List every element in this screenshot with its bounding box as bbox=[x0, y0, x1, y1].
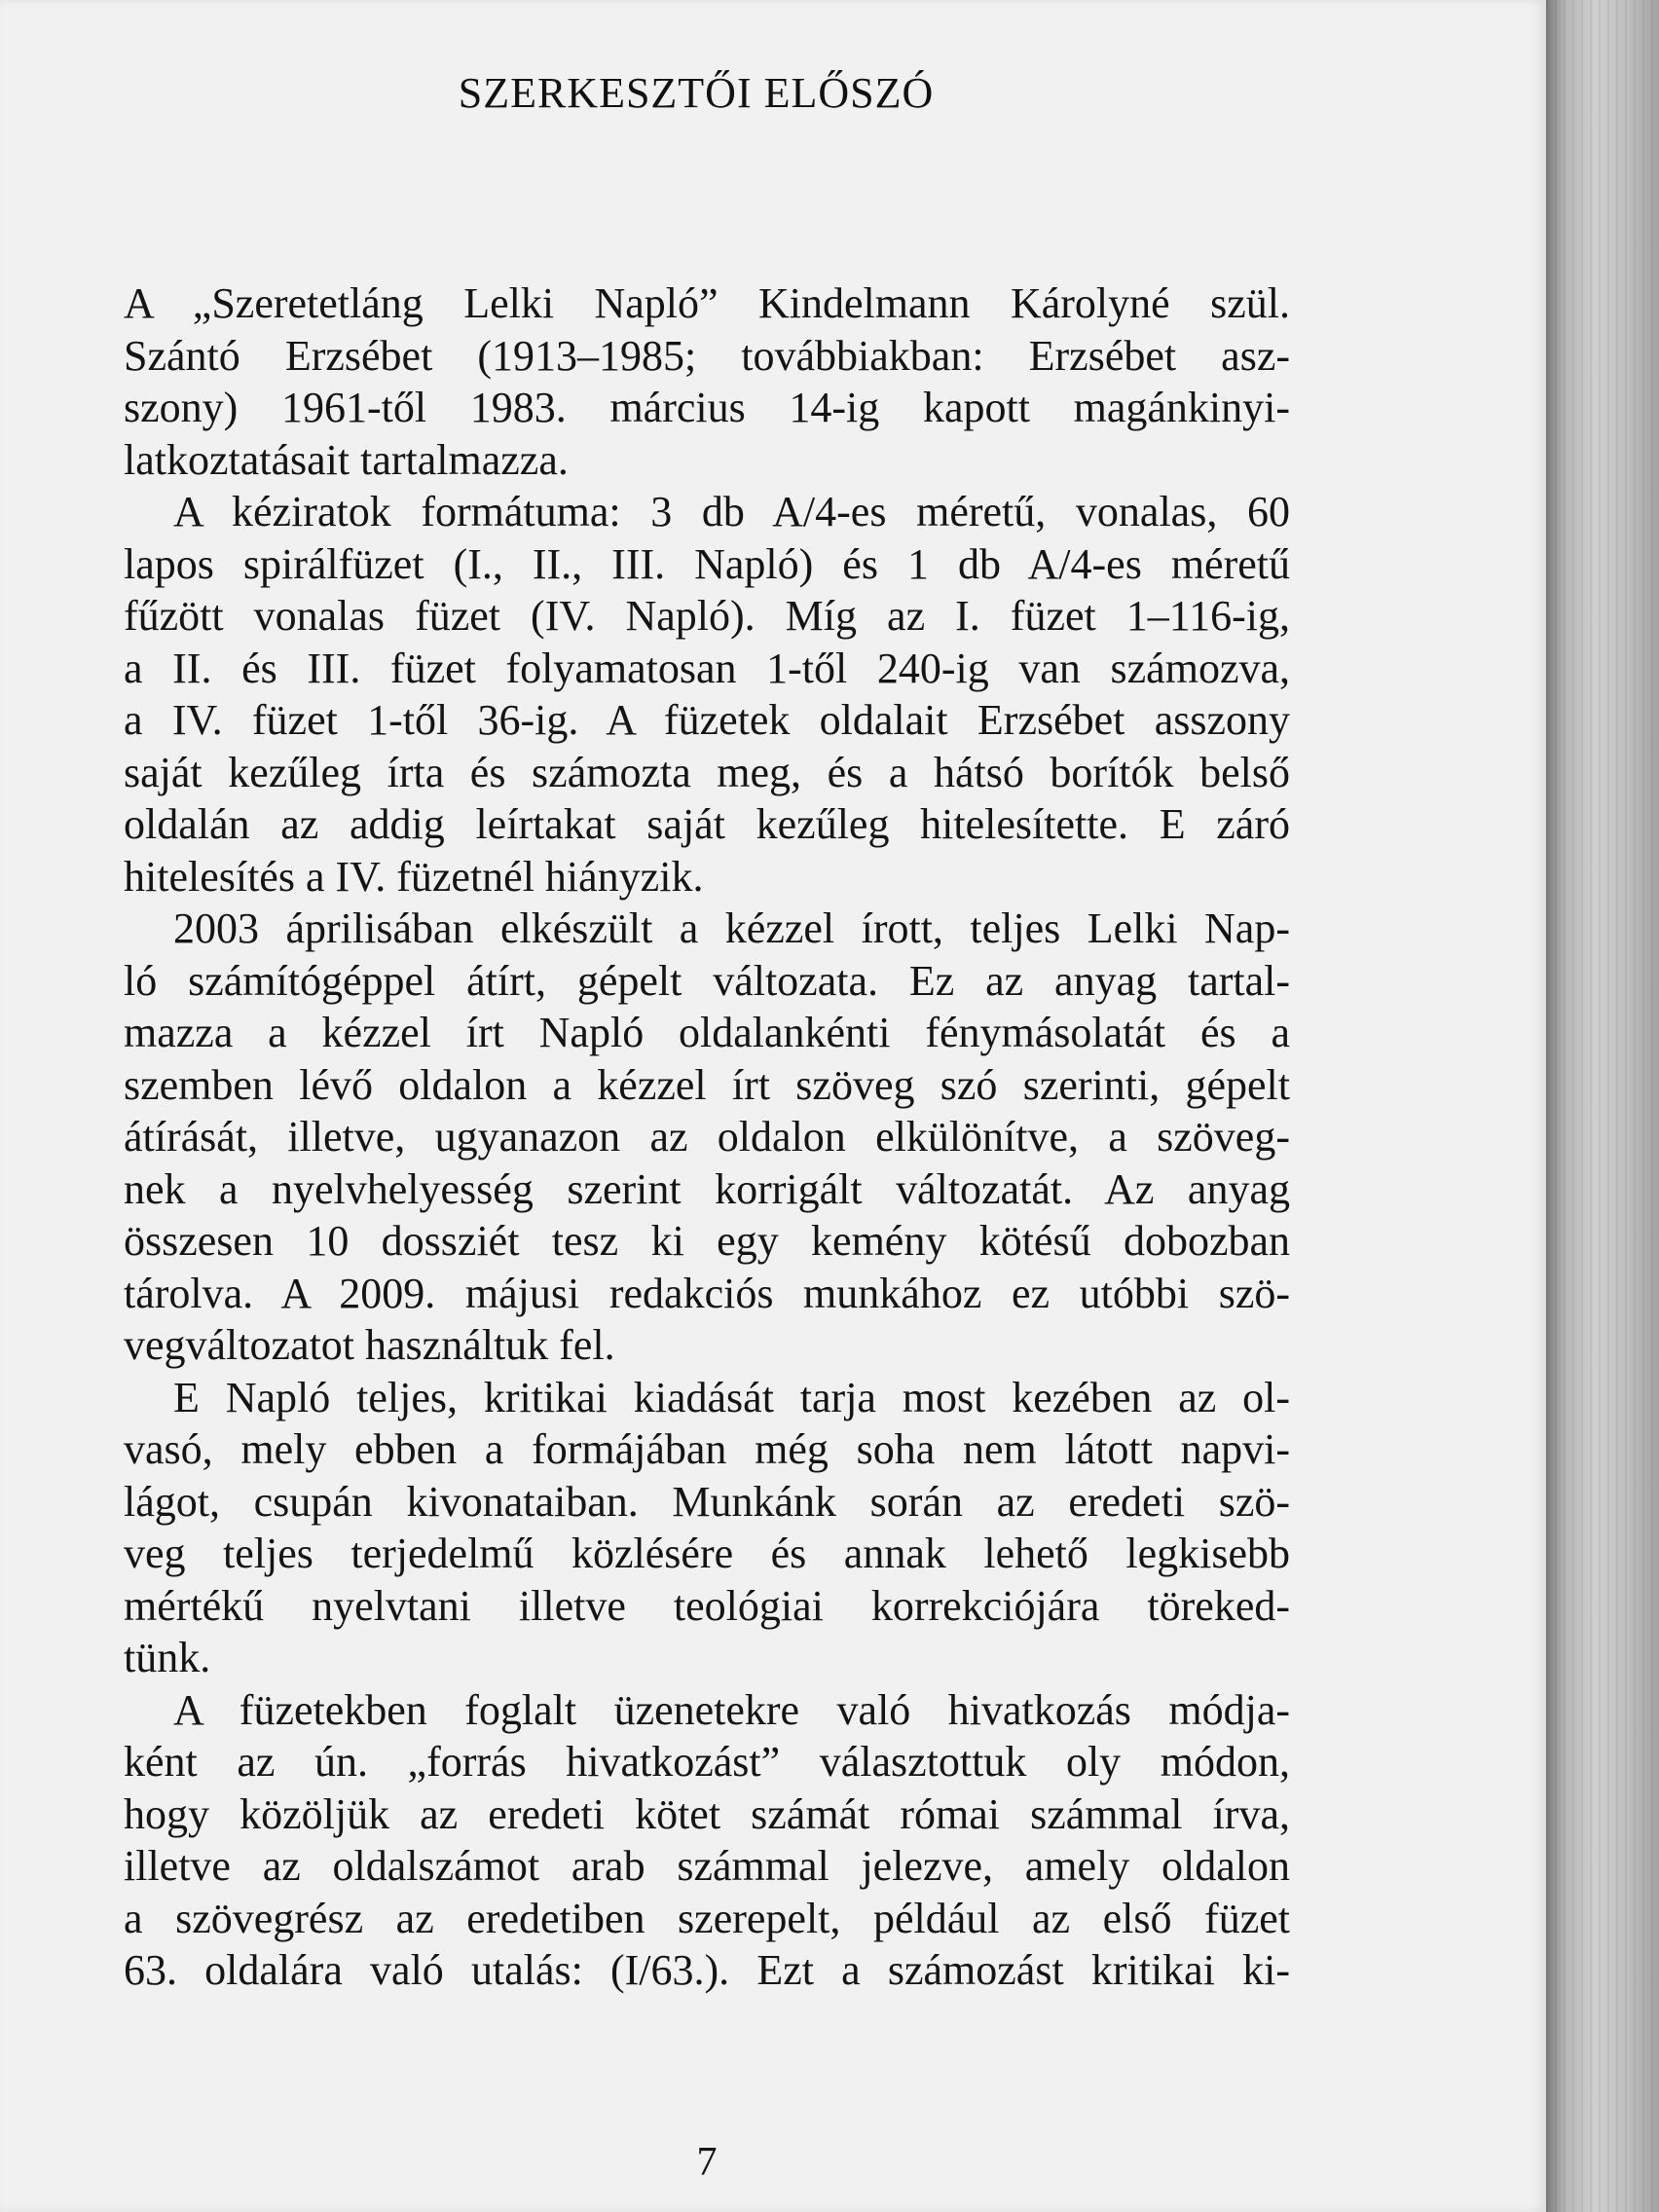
text-line: átírását, illetve, ugyanazon az oldalon elkülönítve, a szöveg- bbox=[124, 1113, 1290, 1161]
text-line: a II. és III. füzet folyamatosan 1-től 240-ig van számozva, bbox=[124, 644, 1290, 692]
text-line: A füzetekben foglalt üzenetekre való hivatkozás módja- bbox=[173, 1685, 1290, 1734]
text-line: latkoztatásait tartalmazza. bbox=[124, 435, 569, 484]
text-line: A „Szeretetláng Lelki Napló” Kindelmann Károlyné szül. bbox=[124, 279, 1290, 327]
text-line: ló számítógéppel átírt, gépelt változata. Ez az anyag tartal- bbox=[124, 956, 1290, 1005]
text-line: a IV. füzet 1-től 36-ig. A füzetek oldalait Erzsébet asszony bbox=[124, 696, 1290, 744]
chapter-title: SZERKESZTŐI ELŐSZÓ bbox=[458, 69, 935, 117]
text-line: E Napló teljes, kritikai kiadását tarja most kezében az ol- bbox=[173, 1373, 1290, 1421]
text-line: tárolva. A 2009. májusi redakciós munkához ez utóbbi szö- bbox=[124, 1269, 1290, 1317]
text-line: vasó, mely ebben a formájában még soha nem látott napvi- bbox=[124, 1425, 1290, 1473]
text-line: hitelesítés a IV. füzetnél hiányzik. bbox=[124, 852, 704, 901]
text-line: mazza a kézzel írt Napló oldalankénti fénymásolatát és a bbox=[124, 1009, 1290, 1056]
book-spine bbox=[1546, 0, 1659, 2212]
text-line: Szántó Erzsébet (1913–1985; továbbiakban: Erzsébet asz- bbox=[124, 331, 1290, 380]
text-line: mértékű nyelvtani illetve teológiai korrekciójára töreked- bbox=[124, 1581, 1290, 1630]
text-line: ként az ún. „forrás hivatkozást” választottuk oly módon, bbox=[124, 1738, 1290, 1786]
text-line: szemben lévő oldalon a kézzel írt szöveg szó szerinti, gépelt bbox=[124, 1060, 1290, 1109]
text-line: hogy közöljük az eredeti kötet számát római számmal írva, bbox=[124, 1789, 1290, 1838]
text-line: összesen 10 dossziét tesz ki egy kemény kötésű dobozban bbox=[124, 1217, 1290, 1265]
page-number: 7 bbox=[696, 2140, 718, 2185]
text-line: szony) 1961-től 1983. március 14-ig kapott magánkinyi- bbox=[124, 384, 1290, 431]
paragraph bbox=[124, 903, 1290, 1372]
text-line: saját kezűleg írta és számozta meg, és a hátsó borítók belső bbox=[124, 748, 1290, 796]
text-line: illetve az oldalszámot arab számmal jelezve, amely oldalon bbox=[124, 1842, 1290, 1890]
text-line: tünk. bbox=[124, 1634, 211, 1681]
paragraph bbox=[124, 486, 1290, 903]
text-line: a szövegrész az eredetiben szerepelt, például az első füzet bbox=[124, 1894, 1290, 1942]
paragraph bbox=[124, 1684, 1290, 1997]
text-line: 63. oldalára való utalás: (I/63.). Ezt a számozást kritikai ki- bbox=[124, 1946, 1290, 1994]
text-line: A kéziratok formátuma: 3 db A/4-es méretű, vonalas, 60 bbox=[173, 488, 1290, 535]
text-line: lapos spirálfüzet (I., II., III. Napló) és 1 db A/4-es méretű bbox=[124, 539, 1290, 588]
text-line: fűzött vonalas füzet (IV. Napló). Míg az I. füzet 1–116-ig, bbox=[124, 592, 1290, 640]
body-text bbox=[124, 277, 1290, 1997]
text-line: oldalán az addig leírtakat saját kezűleg hitelesítette. E záró bbox=[124, 800, 1290, 848]
text-line: vegváltozatot használtuk fel. bbox=[124, 1321, 615, 1369]
text-line: lágot, csupán kivonataiban. Munkánk során az eredeti szö- bbox=[124, 1477, 1290, 1526]
paragraph bbox=[124, 277, 1290, 486]
text-line: nek a nyelvhelyesség szerint korrigált változatát. Az anyag bbox=[124, 1164, 1290, 1213]
text-line: 2003 áprilisában elkészült a kézzel írott, teljes Lelki Nap- bbox=[173, 904, 1290, 952]
paragraph bbox=[124, 1372, 1290, 1684]
text-line: veg teljes terjedelmű közlésére és annak lehető legkisebb bbox=[124, 1530, 1290, 1577]
